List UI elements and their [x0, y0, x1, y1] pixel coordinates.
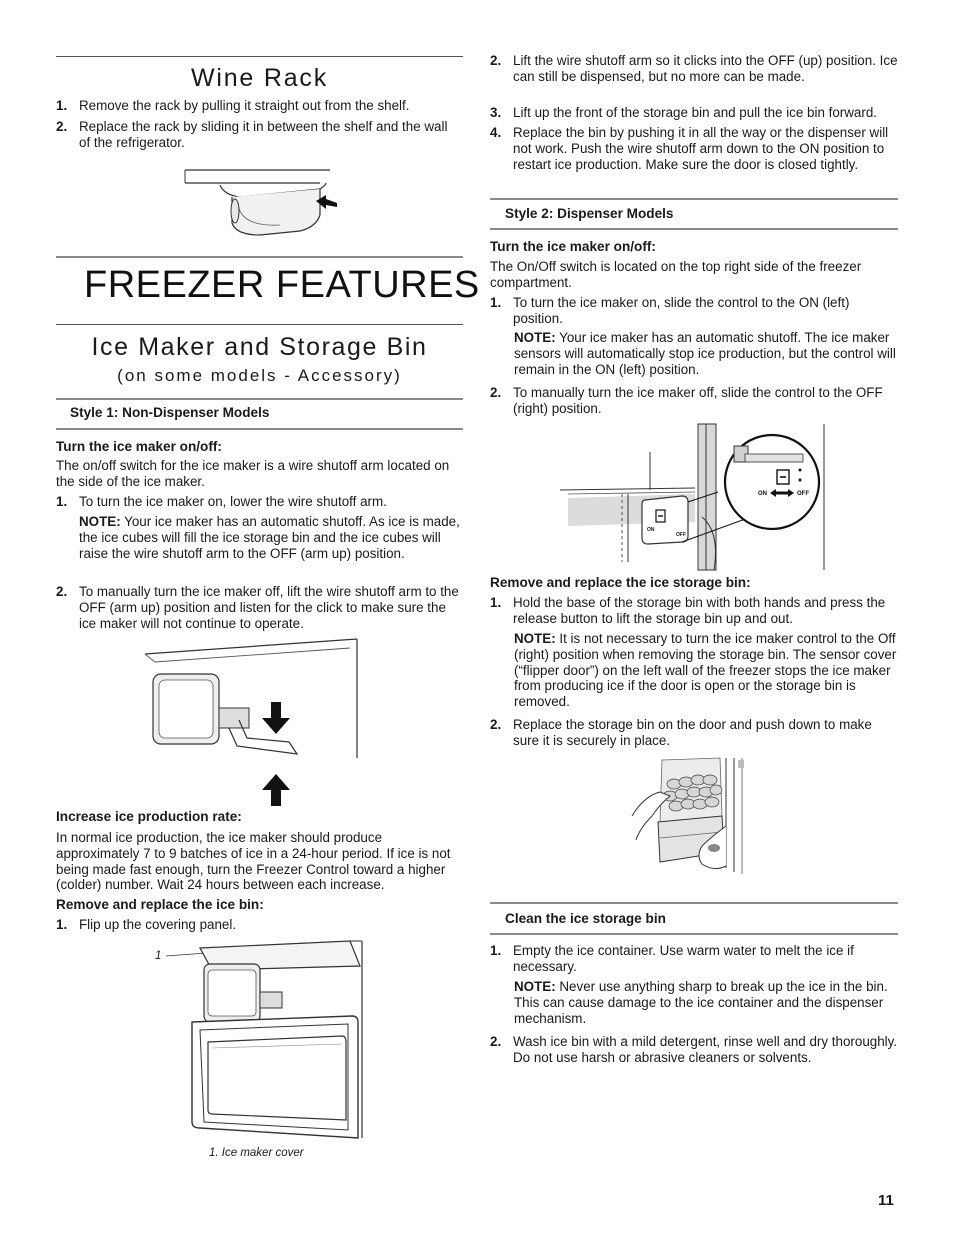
step-text: Lift the wire shutoff arm so it clicks into the OFF (up) position. Ice can still be dispensed, but no more can be made.	[513, 53, 898, 84]
step-number: 1.	[490, 943, 502, 958]
style1-top-rule	[56, 398, 463, 400]
ice-maker-title: Ice Maker and Storage Bin	[91, 333, 428, 361]
switch-off-label: OFF	[797, 491, 809, 497]
wine-rack-title: Wine Rack	[190, 64, 329, 92]
note-label: NOTE:	[514, 631, 556, 646]
style1-onoff-intro: The on/off switch for the ice maker is a wire shutoff arm located on the side of the ice maker.	[56, 458, 450, 489]
note-text: Your ice maker has an automatic shutoff. As ice is made, the ice cubes will fill the ice storage bin and the ice cubes will raise the wire shutoff arm to the OFF (arm up) position.	[79, 514, 460, 561]
note-label: NOTE:	[514, 330, 556, 345]
step-number: 1.	[56, 494, 68, 509]
switch-on-label-small: ON	[647, 527, 655, 533]
onoff-switch-illustration	[560, 422, 830, 572]
step-text: To manually turn the ice maker off, slide the control to the OFF (right) position.	[513, 385, 883, 416]
step-text: Replace the storage bin on the door and push down to make sure it is securely in place.	[513, 717, 872, 748]
clean-top-rule	[490, 902, 898, 904]
style2-onoff-intro: The On/Off switch is located on the top right side of the freezer compartment.	[490, 259, 862, 290]
callout-number: 1	[155, 950, 162, 962]
style1-heading: Style 1: Non-Dispenser Models	[70, 405, 270, 420]
step-number: 2.	[490, 53, 502, 68]
style1-onoff-heading: Turn the ice maker on/off:	[56, 439, 222, 454]
step-number: 1.	[490, 595, 502, 610]
increase-rate-text: In normal ice production, the ice maker should produce approximately 7 to 9 batches of ice in a 24-hour period. If ice is not being made fast enough, turn the Freezer Control toward a higher (colder) number. Wait 24 hours between each increase.	[56, 830, 451, 893]
step-text: Replace the bin by pushing it in all the way or the dispenser will not work. Push the wire shutoff arm down to the ON position to restart ice production. Make sure the door is closed tightly.	[513, 125, 889, 172]
step-number: 2.	[490, 1034, 502, 1049]
step-text: Hold the base of the storage bin with both hands and press the release button to lift the storage bin up and out.	[513, 595, 886, 626]
clean-note	[514, 979, 898, 1026]
figure-caption: 1. Ice maker cover	[209, 1147, 304, 1159]
wine-rack-illustration	[180, 165, 340, 245]
switch-off-label-small: OFF	[676, 532, 686, 538]
note-text: Never use anything sharp to break up the ice in the bin. This can cause damage to the ice container and the dispenser mechanism.	[514, 979, 888, 1026]
ice-maker-cover-illustration	[160, 938, 375, 1143]
storage-bin-illustration	[630, 756, 755, 878]
note-label: NOTE:	[514, 979, 556, 994]
remove-storage-bin-heading: Remove and replace the ice storage bin:	[490, 575, 751, 590]
style1-note	[79, 514, 463, 561]
page-number: 11	[878, 1192, 894, 1209]
freezer-bottom-rule	[56, 324, 463, 325]
note-label: NOTE:	[79, 514, 121, 529]
style2-heading: Style 2: Dispenser Models	[505, 206, 674, 221]
step-number: 1.	[490, 295, 502, 310]
freezer-features-title: FREEZER FEATURES	[84, 264, 480, 306]
step-text: Wash ice bin with a mild detergent, rinse well and dry thoroughly. Do not use harsh or abrasive cleaners or solvents.	[513, 1034, 898, 1065]
step-text: Remove the rack by pulling it straight out from the shelf.	[79, 98, 410, 113]
freezer-top-rule	[56, 256, 463, 258]
step-text: Flip up the covering panel.	[79, 917, 237, 932]
step-text: To manually turn the ice maker off, lift the wire shutoff arm to the OFF (arm up) position and listen for the click to make sure the ice maker will not continue to operate.	[79, 584, 459, 631]
style2-top-rule	[490, 198, 898, 200]
step-number: 1.	[56, 917, 68, 932]
step-number: 4.	[490, 125, 502, 140]
step-text: To turn the ice maker on, lower the wire shutoff arm.	[79, 494, 387, 509]
step-text: Replace the rack by sliding it in between the shelf and the wall of the refrigerator.	[79, 119, 448, 150]
style1-bottom-rule	[56, 428, 463, 430]
switch-on-label: ON	[758, 491, 767, 497]
step-number: 2.	[56, 584, 68, 599]
step-number: 1.	[56, 98, 68, 113]
step-number: 3.	[490, 105, 502, 120]
increase-rate-heading: Increase ice production rate:	[56, 809, 242, 824]
note-text: Your ice maker has an automatic shutoff. The ice maker sensors will automatically stop ice production, but the control will remain in the ON (left) position.	[514, 330, 896, 377]
ice-maker-subtitle: (on some models - Accessory)	[117, 366, 402, 385]
top-rule	[56, 56, 463, 57]
style2-onoff-heading: Turn the ice maker on/off:	[490, 239, 656, 254]
style2-note	[514, 330, 898, 377]
remove-bin-heading: Remove and replace the ice bin:	[56, 897, 264, 912]
ice-maker-arm-illustration	[145, 636, 365, 808]
clean-heading: Clean the ice storage bin	[505, 911, 666, 926]
style2-bottom-rule	[490, 228, 898, 230]
step-number: 2.	[490, 717, 502, 732]
step-number: 2.	[490, 385, 502, 400]
step-number: 2.	[56, 119, 68, 134]
step-text: To turn the ice maker on, slide the control to the ON (left) position.	[513, 295, 850, 326]
clean-bottom-rule	[490, 933, 898, 935]
storage-bin-note	[514, 631, 898, 710]
note-text: It is not necessary to turn the ice maker control to the Off (right) position when removing the storage bin. The sensor cover (“flipper door”) on the left wall of the freezer stops the ice maker from producing ice if the door is open or the storage bin is removed.	[514, 631, 897, 710]
step-text: Lift up the front of the storage bin and pull the ice bin forward.	[513, 105, 878, 120]
step-text: Empty the ice container. Use warm water to melt the ice if necessary.	[513, 943, 854, 974]
